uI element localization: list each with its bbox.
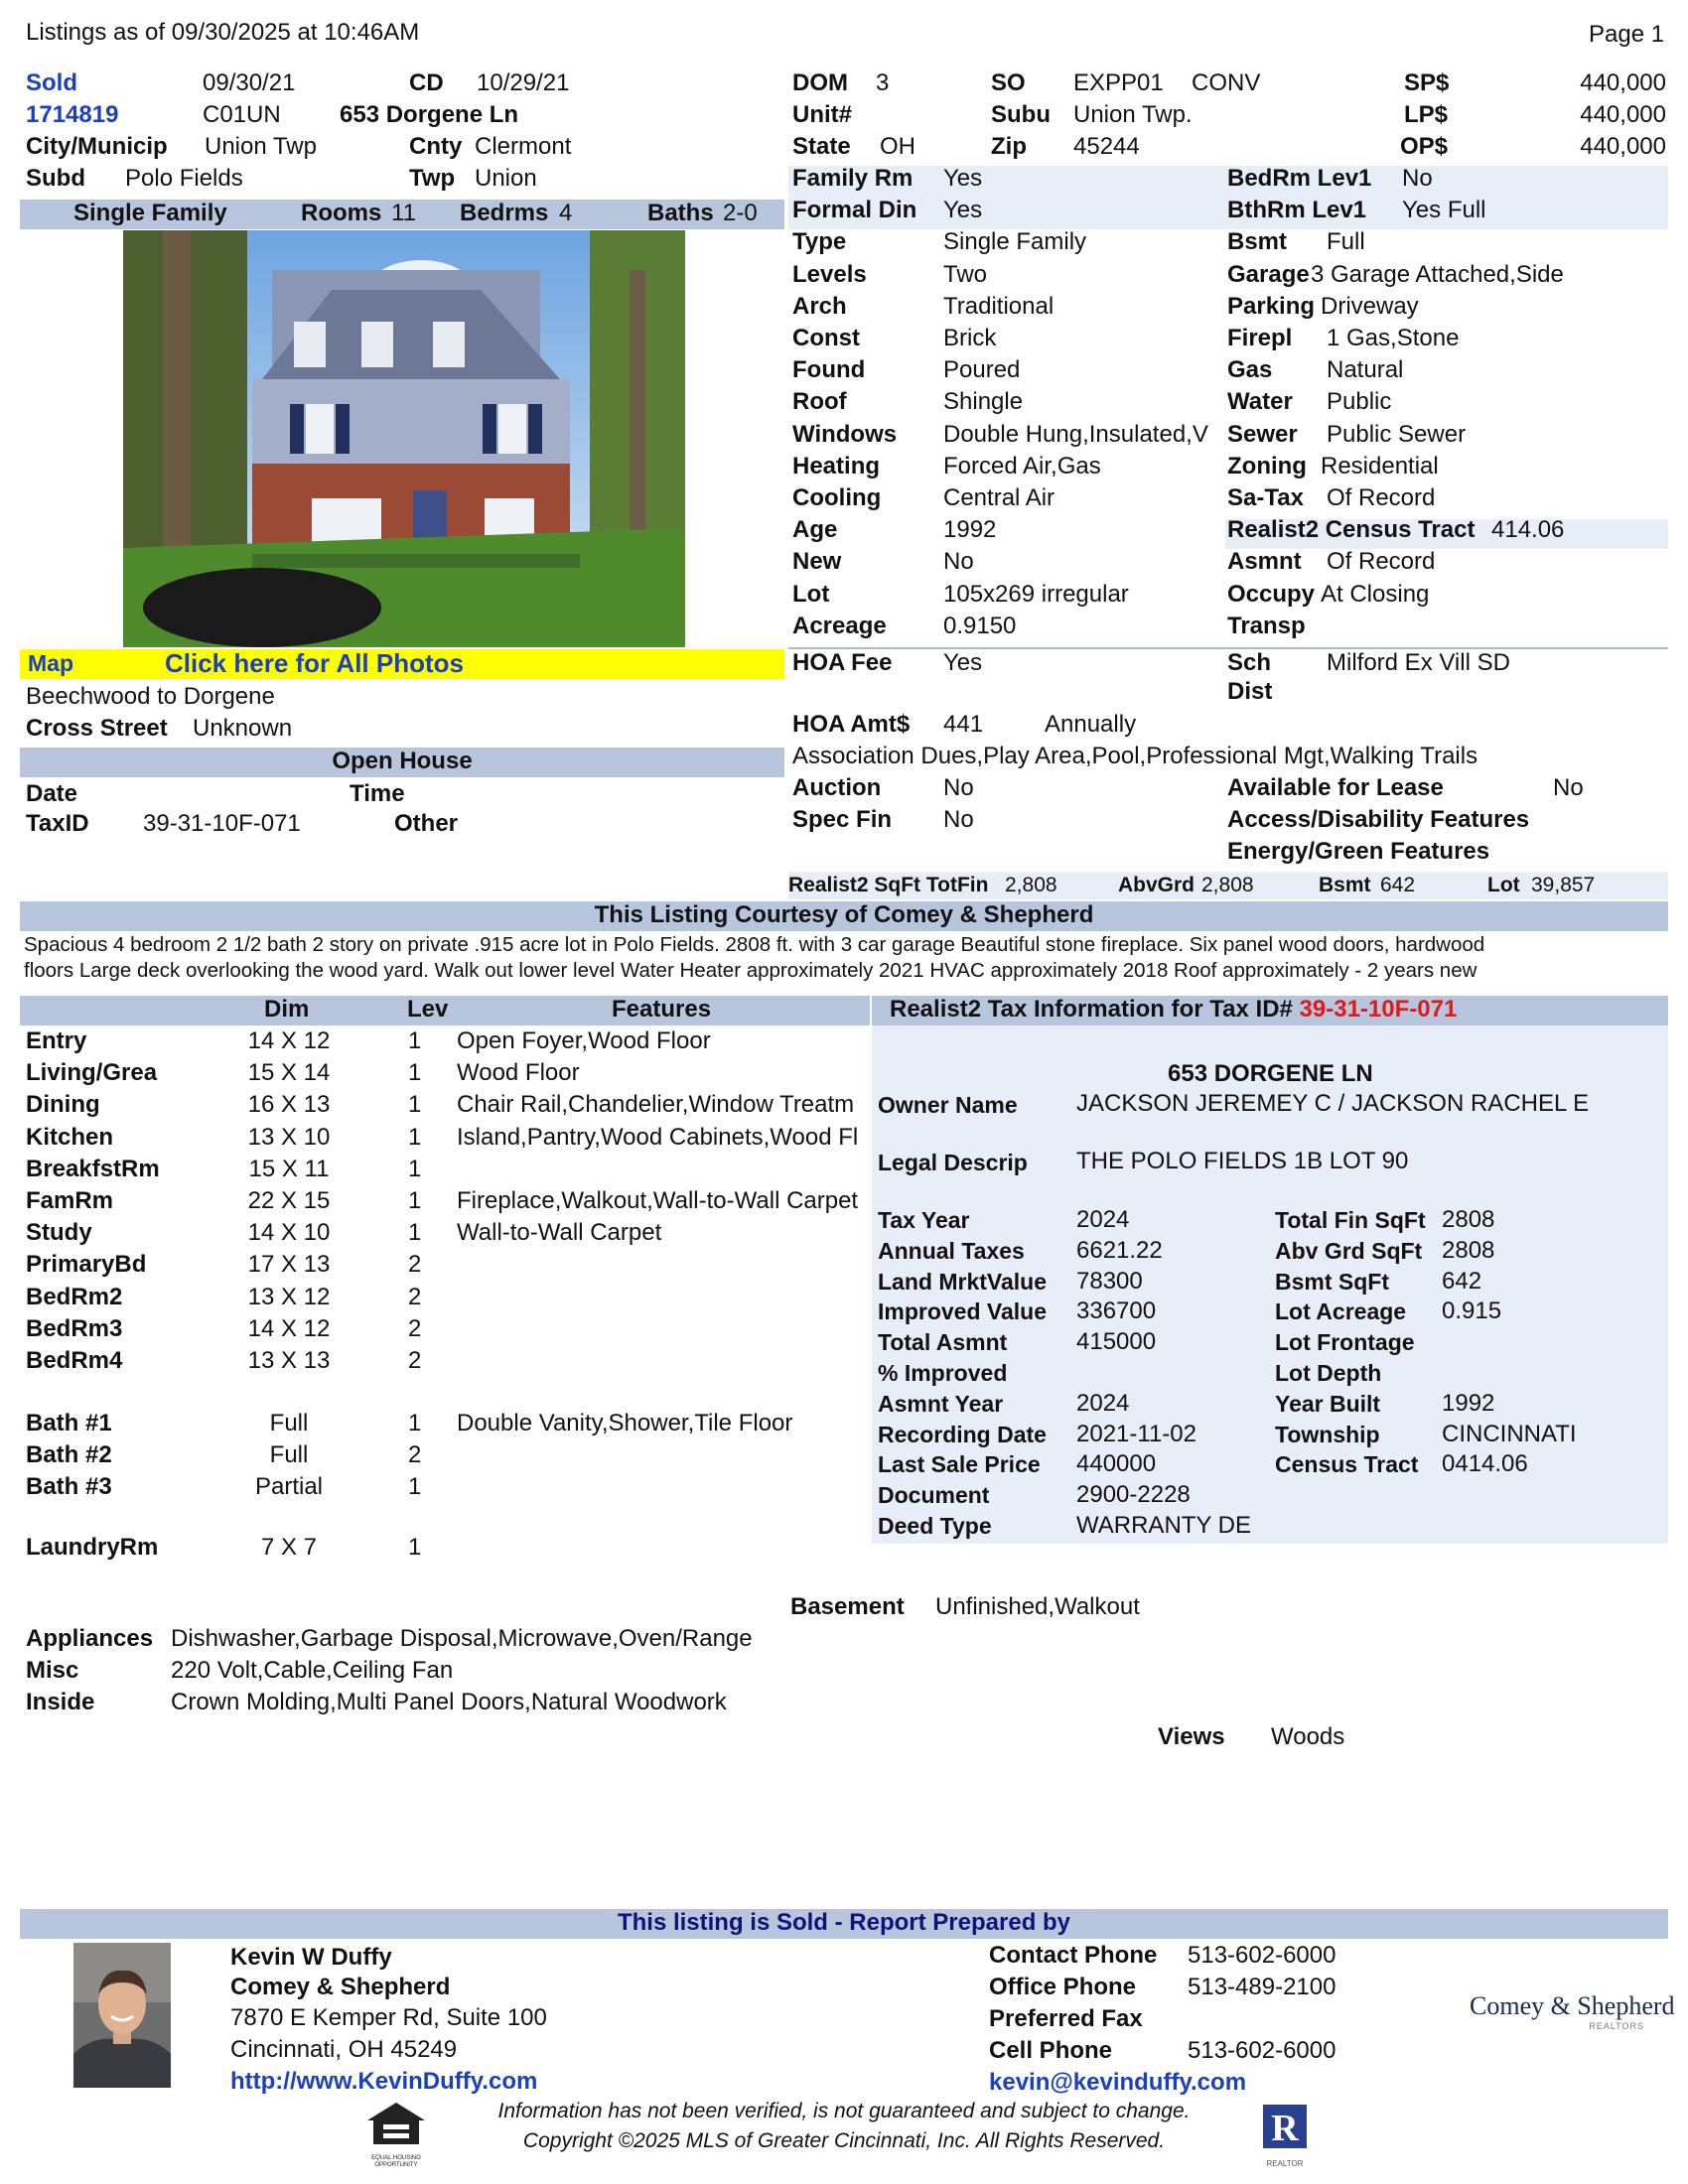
room-features: Wall-to-Wall Carpet bbox=[457, 1219, 662, 1247]
room-name: Bath #2 bbox=[26, 1441, 112, 1469]
access-features-label: Access/Disability Features bbox=[1227, 806, 1530, 833]
detail-label: Garage bbox=[1227, 260, 1310, 288]
lease-label: Available for Lease bbox=[1227, 774, 1444, 801]
contact-phone-value: 513-602-6000 bbox=[1188, 1942, 1336, 1969]
owner-value: JACKSON JEREMEY C / JACKSON RACHEL E bbox=[1076, 1090, 1590, 1117]
detail-value: At Closing bbox=[1321, 580, 1430, 608]
cross-street-label: Cross Street bbox=[26, 715, 168, 742]
city-value: Union Twp bbox=[205, 133, 317, 160]
tax-value: 2808 bbox=[1442, 1206, 1495, 1233]
county-value: Clermont bbox=[475, 133, 572, 160]
room-dim: 13 X 12 bbox=[247, 1283, 331, 1310]
tax-label: Asmnt Year bbox=[878, 1390, 1004, 1417]
tax-value: 642 bbox=[1442, 1267, 1482, 1295]
detail-label: Levels bbox=[792, 260, 867, 288]
tax-header-prefix: Realist2 Tax Information for Tax ID# bbox=[890, 996, 1293, 1023]
zip-value: 45244 bbox=[1073, 133, 1140, 160]
cd-label: CD bbox=[409, 69, 444, 96]
detail-value: 105x269 irregular bbox=[943, 580, 1129, 608]
remarks-line-2: floors Large deck overlooking the wood yard. Walk out lower level Water Heater approximately 2021 HVAC approximately 2018 Roof approximately - 2 years new bbox=[24, 959, 1477, 982]
detail-label: Gas bbox=[1227, 356, 1273, 384]
cell-phone-value: 513-602-6000 bbox=[1188, 2037, 1336, 2064]
disclaimer: Information has not been verified, is not guaranteed and subject to change. bbox=[497, 2100, 1191, 2122]
sqft-bsmt-label: Bsmt bbox=[1319, 874, 1371, 896]
room-features: Fireplace,Walkout,Wall-to-Wall Carpet bbox=[457, 1187, 859, 1214]
company-logo-text: Comey & Shepherd bbox=[1470, 1991, 1675, 2020]
band-baths-label: Baths bbox=[647, 200, 714, 226]
room-dim: 14 X 12 bbox=[247, 1314, 331, 1342]
detail-label: Firepl bbox=[1227, 325, 1293, 351]
tax-label: % Improved bbox=[878, 1360, 1008, 1386]
subd-label: Subd bbox=[26, 165, 85, 192]
band-baths-value: 2-0 bbox=[723, 200, 758, 226]
detail-value: Natural bbox=[1327, 356, 1404, 384]
band-bedrms-label: Bedrms bbox=[460, 200, 549, 226]
room-dim: 15 X 11 bbox=[248, 1155, 330, 1182]
tax-label: Bsmt SqFt bbox=[1275, 1268, 1389, 1295]
basement-label: Basement bbox=[790, 1593, 905, 1620]
detail-value: Traditional bbox=[943, 292, 1055, 320]
agent-email-link[interactable]: kevin@kevinduffy.com bbox=[989, 2069, 1247, 2096]
so-value: EXPP01 bbox=[1073, 69, 1164, 96]
sqft-totfin-label: Realist2 SqFt TotFin bbox=[788, 874, 989, 896]
room-features: Island,Pantry,Wood Cabinets,Wood Fl bbox=[457, 1123, 859, 1151]
tax-label: Lot Acreage bbox=[1275, 1298, 1407, 1325]
appliances-label: Appliances bbox=[26, 1625, 154, 1652]
detail-label: Transp bbox=[1227, 612, 1306, 639]
detail-value: No bbox=[943, 548, 974, 576]
tax-label: Annual Taxes bbox=[878, 1237, 1025, 1264]
map-link[interactable]: Map bbox=[28, 650, 73, 676]
basement-value: Unfinished,Walkout bbox=[935, 1593, 1140, 1620]
tax-value: 6621.22 bbox=[1076, 1236, 1163, 1264]
detail-value: Poured bbox=[943, 356, 1021, 384]
room-level: 1 bbox=[408, 1027, 422, 1054]
city-label: City/Municip bbox=[26, 133, 168, 160]
cell-phone-label: Cell Phone bbox=[989, 2037, 1113, 2064]
agent-website-link[interactable]: http://www.KevinDuffy.com bbox=[230, 2068, 538, 2095]
band-rooms-label: Rooms bbox=[301, 200, 382, 226]
unit-label: Unit# bbox=[792, 101, 852, 128]
detail-label: BedRm Lev1 bbox=[1227, 165, 1372, 192]
room-level: 2 bbox=[408, 1347, 422, 1374]
contact-phone-label: Contact Phone bbox=[989, 1942, 1158, 1969]
tax-value: 2900-2228 bbox=[1076, 1481, 1191, 1509]
detail-label: Occupy bbox=[1227, 580, 1316, 608]
room-name: LaundryRm bbox=[26, 1534, 159, 1561]
room-name: Bath #1 bbox=[26, 1410, 112, 1436]
room-features: Chair Rail,Chandelier,Window Treatm bbox=[457, 1091, 855, 1119]
room-name: BedRm4 bbox=[26, 1347, 123, 1374]
so-type: CONV bbox=[1192, 69, 1261, 96]
band-type: Single Family bbox=[73, 200, 227, 226]
sqft-lot-value: 39,857 bbox=[1531, 874, 1596, 896]
remarks-line-1: Spacious 4 bedroom 2 1/2 bath 2 story on private .915 acre lot in Polo Fields. 2808 ft. with 3 car garage Beautiful stone fireplace. Six panel wood doors, hardwood bbox=[24, 933, 1485, 956]
room-level: 1 bbox=[408, 1059, 422, 1087]
detail-value: 0.9150 bbox=[943, 612, 1017, 639]
hoa-amount-frequency: Annually bbox=[1045, 711, 1137, 738]
page-number: Page 1 bbox=[1589, 21, 1665, 48]
footer-banner: This listing is Sold - Report Prepared by bbox=[617, 1909, 1071, 1936]
status-date: 09/30/21 bbox=[203, 69, 296, 96]
spec-fin-value: No bbox=[943, 806, 974, 833]
owner-label: Owner Name bbox=[878, 1092, 1018, 1118]
house-photo-illustration bbox=[123, 230, 685, 647]
tax-value: WARRANTY DE bbox=[1076, 1512, 1252, 1539]
all-photos-link[interactable]: Click here for All Photos bbox=[165, 648, 464, 678]
sqft-bsmt-value: 642 bbox=[1380, 874, 1416, 896]
detail-label: Age bbox=[792, 516, 838, 544]
room-name: Kitchen bbox=[26, 1123, 114, 1151]
tax-label: Township bbox=[1275, 1421, 1380, 1447]
appliances-value: Dishwasher,Garbage Disposal,Microwave,Oven/Range bbox=[171, 1625, 753, 1652]
room-features: Open Foyer,Wood Floor bbox=[457, 1027, 711, 1054]
property-photo[interactable] bbox=[123, 230, 685, 647]
detail-value: 414.06 bbox=[1491, 516, 1565, 544]
inside-label: Inside bbox=[26, 1689, 95, 1715]
rooms-header-lev: Lev bbox=[407, 996, 449, 1023]
room-name: BedRm2 bbox=[26, 1283, 123, 1310]
tax-label: Total Asmnt bbox=[878, 1329, 1008, 1356]
sp-label: SP$ bbox=[1404, 69, 1450, 96]
cd-value: 10/29/21 bbox=[477, 69, 570, 96]
agent-code: C01UN bbox=[203, 101, 281, 128]
room-level: 1 bbox=[408, 1123, 422, 1151]
sqft-lot-label: Lot bbox=[1487, 874, 1520, 896]
room-name: PrimaryBd bbox=[26, 1251, 147, 1279]
subu-label: Subu bbox=[991, 101, 1051, 128]
tax-label: Abv Grd SqFt bbox=[1275, 1237, 1423, 1264]
tax-header bbox=[890, 995, 1457, 1024]
detail-value: Of Record bbox=[1327, 548, 1436, 576]
room-level: 2 bbox=[408, 1283, 422, 1310]
tax-label: Year Built bbox=[1275, 1390, 1381, 1417]
room-dim: Partial bbox=[254, 1473, 324, 1501]
equal-housing-text: EQUAL HOUSING OPPORTUNITY bbox=[371, 2155, 421, 2168]
township-value: Union bbox=[475, 165, 537, 192]
auction-value: No bbox=[943, 774, 974, 801]
views-value: Woods bbox=[1271, 1723, 1345, 1750]
detail-value: Yes Full bbox=[1402, 197, 1486, 224]
directions: Beechwood to Dorgene bbox=[26, 683, 275, 710]
detail-value: 3 Garage Attached,Side bbox=[1311, 260, 1564, 288]
county-label: Cnty bbox=[409, 133, 463, 160]
detail-label: Roof bbox=[792, 388, 847, 416]
misc-value: 220 Volt,Cable,Ceiling Fan bbox=[171, 1657, 454, 1684]
open-house-title: Open House bbox=[332, 748, 473, 774]
detail-value: Double Hung,Insulated,V bbox=[943, 420, 1208, 448]
tax-label: Lot Depth bbox=[1275, 1360, 1382, 1386]
zip-label: Zip bbox=[991, 133, 1027, 160]
realtor-icon bbox=[1259, 2101, 1311, 2168]
subd-value: Polo Fields bbox=[125, 165, 243, 192]
detail-value: Brick bbox=[943, 325, 997, 351]
detail-label: Parking bbox=[1227, 292, 1316, 320]
detail-label: Heating bbox=[792, 452, 881, 479]
room-dim: 13 X 13 bbox=[247, 1347, 331, 1374]
tax-label: Last Sale Price bbox=[878, 1451, 1041, 1478]
room-level: 2 bbox=[408, 1251, 422, 1279]
auction-label: Auction bbox=[792, 774, 882, 801]
room-dim: 7 X 7 bbox=[260, 1534, 318, 1561]
detail-label: BthRm Lev1 bbox=[1227, 197, 1367, 224]
company-logo-subtext: REALTORS bbox=[1589, 2021, 1644, 2031]
room-dim: 22 X 15 bbox=[247, 1187, 331, 1214]
listing-courtesy: This Listing Courtesy of Comey & Shepherd bbox=[594, 901, 1094, 928]
rooms-header-features: Features bbox=[612, 996, 712, 1023]
detail-value: Of Record bbox=[1327, 484, 1436, 511]
detail-label: Family Rm bbox=[792, 165, 914, 192]
detail-label: Realist2 Census Tract bbox=[1227, 516, 1476, 544]
property-address: 653 Dorgene Ln bbox=[340, 101, 519, 128]
tax-value: 2808 bbox=[1442, 1236, 1495, 1264]
detail-label: Zoning bbox=[1227, 452, 1307, 479]
detail-value: Yes bbox=[943, 165, 983, 192]
detail-label: Acreage bbox=[792, 612, 887, 639]
association-amenities: Association Dues,Play Area,Pool,Professional Mgt,Walking Trails bbox=[792, 743, 1478, 769]
preferred-fax-label: Preferred Fax bbox=[989, 2005, 1143, 2032]
detail-value: 1992 bbox=[943, 516, 997, 544]
detail-value: Shingle bbox=[943, 388, 1024, 416]
hoa-fee-value: Yes bbox=[943, 649, 983, 676]
room-level: 2 bbox=[408, 1441, 422, 1469]
room-name: Entry bbox=[26, 1027, 87, 1054]
mls-number: 1714819 bbox=[26, 101, 119, 128]
room-name: Living/Grea bbox=[26, 1059, 158, 1087]
detail-value: Residential bbox=[1321, 452, 1439, 479]
detail-label: Arch bbox=[792, 292, 847, 320]
detail-value: Two bbox=[943, 260, 988, 288]
taxid-value: 39-31-10F-071 bbox=[143, 810, 301, 837]
tax-value: 440000 bbox=[1076, 1450, 1157, 1478]
tax-value: 0414.06 bbox=[1442, 1450, 1528, 1478]
hoa-amount-value: 441 bbox=[943, 711, 984, 738]
room-level: 1 bbox=[408, 1219, 422, 1247]
school-dist-label-1: Sch bbox=[1227, 649, 1272, 676]
agent-portrait bbox=[73, 1943, 171, 2088]
views-label: Views bbox=[1158, 1723, 1225, 1750]
tax-value: 2024 bbox=[1076, 1206, 1130, 1233]
open-house-date-label: Date bbox=[26, 780, 78, 807]
detail-label: Asmnt bbox=[1227, 548, 1302, 576]
dom-value: 3 bbox=[876, 69, 890, 96]
band-rooms-value: 11 bbox=[391, 200, 416, 226]
room-name: Dining bbox=[26, 1091, 100, 1119]
room-dim: 17 X 13 bbox=[247, 1251, 331, 1279]
detail-value: Forced Air,Gas bbox=[943, 452, 1101, 479]
room-dim: 14 X 10 bbox=[247, 1219, 331, 1247]
room-features: Double Vanity,Shower,Tile Floor bbox=[457, 1410, 793, 1436]
detail-label: Lot bbox=[792, 580, 830, 608]
equal-housing-icon bbox=[363, 2101, 429, 2168]
tax-value: 2024 bbox=[1076, 1389, 1130, 1417]
tax-value: 415000 bbox=[1076, 1328, 1157, 1356]
misc-label: Misc bbox=[26, 1657, 79, 1684]
lp-value: 440,000 bbox=[1580, 101, 1666, 128]
open-house-time-label: Time bbox=[350, 780, 405, 807]
room-dim: 14 X 12 bbox=[247, 1027, 331, 1054]
detail-value: 1 Gas,Stone bbox=[1327, 325, 1460, 351]
detail-value: Central Air bbox=[943, 484, 1055, 511]
detail-label: Const bbox=[792, 325, 860, 351]
copyright: Copyright ©2025 MLS of Greater Cincinnati, Inc. All Rights Reserved. bbox=[522, 2129, 1166, 2152]
svg-text:R: R bbox=[1271, 2108, 1299, 2149]
tax-value: 2021-11-02 bbox=[1076, 1420, 1196, 1447]
room-name: Study bbox=[26, 1219, 92, 1247]
detail-value: Full bbox=[1327, 228, 1365, 256]
legal-description-label: Legal Descrip bbox=[878, 1150, 1028, 1175]
detail-label: Sewer bbox=[1227, 420, 1298, 448]
room-level: 2 bbox=[408, 1314, 422, 1342]
so-label: SO bbox=[991, 69, 1026, 96]
room-level: 1 bbox=[408, 1091, 422, 1119]
room-name: FamRm bbox=[26, 1187, 114, 1214]
room-name: Bath #3 bbox=[26, 1473, 112, 1501]
room-level: 1 bbox=[408, 1155, 422, 1182]
detail-value: Single Family bbox=[943, 228, 1087, 256]
legal-description-value: THE POLO FIELDS 1B LOT 90 bbox=[1076, 1148, 1409, 1174]
tax-value: 0.915 bbox=[1442, 1297, 1502, 1325]
energy-features-label: Energy/Green Features bbox=[1227, 838, 1490, 865]
tax-label: Census Tract bbox=[1275, 1451, 1419, 1478]
tax-label: Improved Value bbox=[878, 1298, 1048, 1325]
room-name: BreakfstRm bbox=[26, 1155, 160, 1182]
cross-street-value: Unknown bbox=[193, 715, 293, 742]
detail-label: Formal Din bbox=[792, 197, 917, 224]
room-level: 1 bbox=[408, 1187, 422, 1214]
tax-value: 78300 bbox=[1076, 1267, 1143, 1295]
tax-label: Document bbox=[878, 1482, 990, 1509]
detail-value: Public Sewer bbox=[1327, 420, 1467, 448]
status-label: Sold bbox=[26, 69, 77, 96]
tax-label: Recording Date bbox=[878, 1421, 1047, 1447]
room-name: BedRm3 bbox=[26, 1314, 123, 1342]
tax-header-id: 39-31-10F-071 bbox=[1299, 996, 1458, 1023]
room-level: 1 bbox=[408, 1410, 422, 1436]
sqft-totfin-value: 2,808 bbox=[1005, 874, 1057, 896]
listings-timestamp: Listings as of 09/30/2025 at 10:46AM bbox=[26, 19, 420, 46]
agent-city: Cincinnati, OH 45249 bbox=[230, 2036, 458, 2063]
rooms-header-dim: Dim bbox=[264, 996, 310, 1023]
township-label: Twp bbox=[409, 165, 456, 192]
inside-value: Crown Molding,Multi Panel Doors,Natural Woodwork bbox=[171, 1689, 727, 1715]
room-level: 1 bbox=[408, 1473, 422, 1501]
detail-value: Yes bbox=[943, 197, 983, 224]
state-value: OH bbox=[880, 133, 915, 160]
lp-label: LP$ bbox=[1404, 101, 1449, 128]
hoa-fee-label: HOA Fee bbox=[792, 649, 893, 676]
sqft-abvgrd-label: AbvGrd bbox=[1118, 874, 1196, 896]
room-dim: Full bbox=[269, 1441, 309, 1469]
tax-label: Tax Year bbox=[878, 1207, 970, 1233]
tax-label: Lot Frontage bbox=[1275, 1329, 1415, 1356]
detail-label: Cooling bbox=[792, 484, 882, 511]
tax-value: CINCINNATI bbox=[1442, 1420, 1577, 1447]
tax-label: Total Fin SqFt bbox=[1275, 1207, 1426, 1233]
op-value: 440,000 bbox=[1580, 133, 1666, 160]
tax-address: 653 DORGENE LN bbox=[1168, 1060, 1373, 1087]
realtor-text: REALTOR bbox=[1266, 2159, 1304, 2168]
detail-label: Sa-Tax bbox=[1227, 484, 1304, 511]
sp-value: 440,000 bbox=[1580, 69, 1666, 96]
subu-value: Union Twp. bbox=[1073, 101, 1193, 128]
detail-value: No bbox=[1402, 165, 1433, 192]
room-dim: 15 X 14 bbox=[247, 1059, 331, 1087]
lease-value: No bbox=[1553, 774, 1584, 801]
detail-label: Water bbox=[1227, 388, 1293, 416]
detail-value: Driveway bbox=[1321, 292, 1419, 320]
op-label: OP$ bbox=[1400, 133, 1449, 160]
taxid-label: TaxID bbox=[26, 810, 89, 837]
tax-label: Deed Type bbox=[878, 1513, 992, 1539]
tax-value: 1992 bbox=[1442, 1389, 1495, 1417]
state-label: State bbox=[792, 133, 851, 160]
sqft-abvgrd-value: 2,808 bbox=[1201, 874, 1254, 896]
spec-fin-label: Spec Fin bbox=[792, 806, 893, 833]
tax-value: 336700 bbox=[1076, 1297, 1157, 1325]
room-dim: 13 X 10 bbox=[247, 1123, 331, 1151]
hoa-amount-label: HOA Amt$ bbox=[792, 711, 911, 738]
room-dim: Full bbox=[269, 1410, 309, 1436]
other-label: Other bbox=[394, 810, 459, 837]
detail-label: Found bbox=[792, 356, 866, 384]
band-bedrms-value: 4 bbox=[559, 200, 573, 226]
company-logo bbox=[1470, 1991, 1675, 2031]
school-dist-label-2: Dist bbox=[1227, 678, 1273, 705]
school-dist-value: Milford Ex Vill SD bbox=[1327, 649, 1510, 676]
detail-label: New bbox=[792, 548, 842, 576]
dom-label: DOM bbox=[792, 69, 848, 96]
room-dim: 16 X 13 bbox=[247, 1091, 331, 1119]
room-level: 1 bbox=[408, 1534, 422, 1561]
detail-label: Windows bbox=[792, 420, 898, 448]
agent-company: Comey & Shepherd bbox=[230, 1974, 451, 2000]
agent-street: 7870 E Kemper Rd, Suite 100 bbox=[230, 2004, 547, 2031]
detail-label: Type bbox=[792, 228, 847, 256]
detail-value: Public bbox=[1327, 388, 1392, 416]
room-features: Wood Floor bbox=[457, 1059, 580, 1087]
agent-name: Kevin W Duffy bbox=[230, 1944, 392, 1971]
office-phone-value: 513-489-2100 bbox=[1188, 1974, 1336, 2000]
tax-label: Land MrktValue bbox=[878, 1268, 1047, 1295]
detail-label: Bsmt bbox=[1227, 228, 1288, 256]
agent-photo bbox=[73, 1943, 171, 2088]
office-phone-label: Office Phone bbox=[989, 1974, 1137, 2000]
